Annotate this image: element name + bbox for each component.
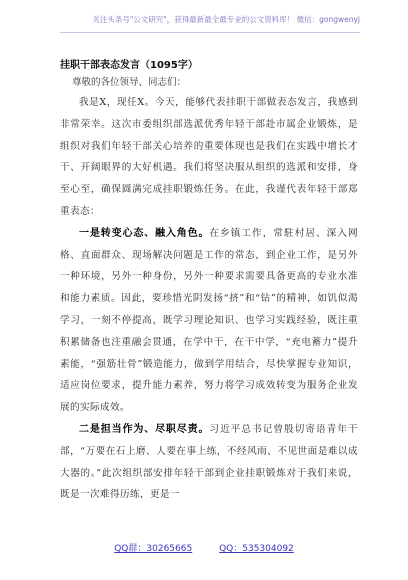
point-one-heading: 一是转变心态、融入角色。 [79,227,210,239]
qq-link[interactable]: QQ：535304092 [219,544,294,554]
point-two-body: 习近平总书记曾殷切寄语青年干部，“万要在石上磨、人要在事上练，不经风雨、不见世面是难以成大器的。”此次组织部安排年轻干部到企业挂职锻炼对于我们来说，既是一次难得历练，更是一 [60,423,358,501]
point-one-body: 在乡镇工作，常駐村居、深入网格、直面群众、现场解决问题是工作的常态，到企业工作，是另外一种环境，另外一种身份，另外一种要求需要具备更高的专业水准和能力素质。因此，要珍惜光阴发扬“挤”和“钻”的精神，如饥似渴学习，一刻不停提高，既学习理论知识、也学习实践经验，既注重积累储备也注重融会贯通，在学中干，在干中学，“充电蓄力”提升素能，“强筋壮骨”锻造能力，做到学用结合，尽快掌握专业知识，适应岗位要求，提升能力素养，努力将学习成效转变为服务企业发展的实际成效。 [60,227,358,414]
footer-contact [0,541,408,554]
salutation: 尊敬的各位领导、同志们： [72,77,187,88]
header-banner: 关注头条号"公文研究"，获得最新最全最专业的公文资料库！ 微信：gongwenyj [60,8,360,33]
point-two-heading: 二是担当作为、尽职尽责。 [79,423,210,435]
document-title: 挂职干部表态发言（1095字） [60,60,198,71]
paragraph-intro: 我是X，现任X。今天，能够代表挂职干部做表态发言，我感到非常荣幸。这次市委组织部选派优秀年轻干部赴市属企业锻炼，是组织对我们年轻干部关心培养的重要体现也是我们在实践中增长才干、开阔眼界的大好机遇。我们将坚决服从组织的选派和安排，身至心至，确保圆满完成挂职锻炼任务。在此，我谨代表年轻干部郑重表态： [60,97,358,217]
document-page [60,38,358,506]
paragraph-point-one [60,223,358,419]
qq-group-link[interactable]: QQ群：30265665 [114,544,193,554]
paragraph-point-two [60,419,358,506]
